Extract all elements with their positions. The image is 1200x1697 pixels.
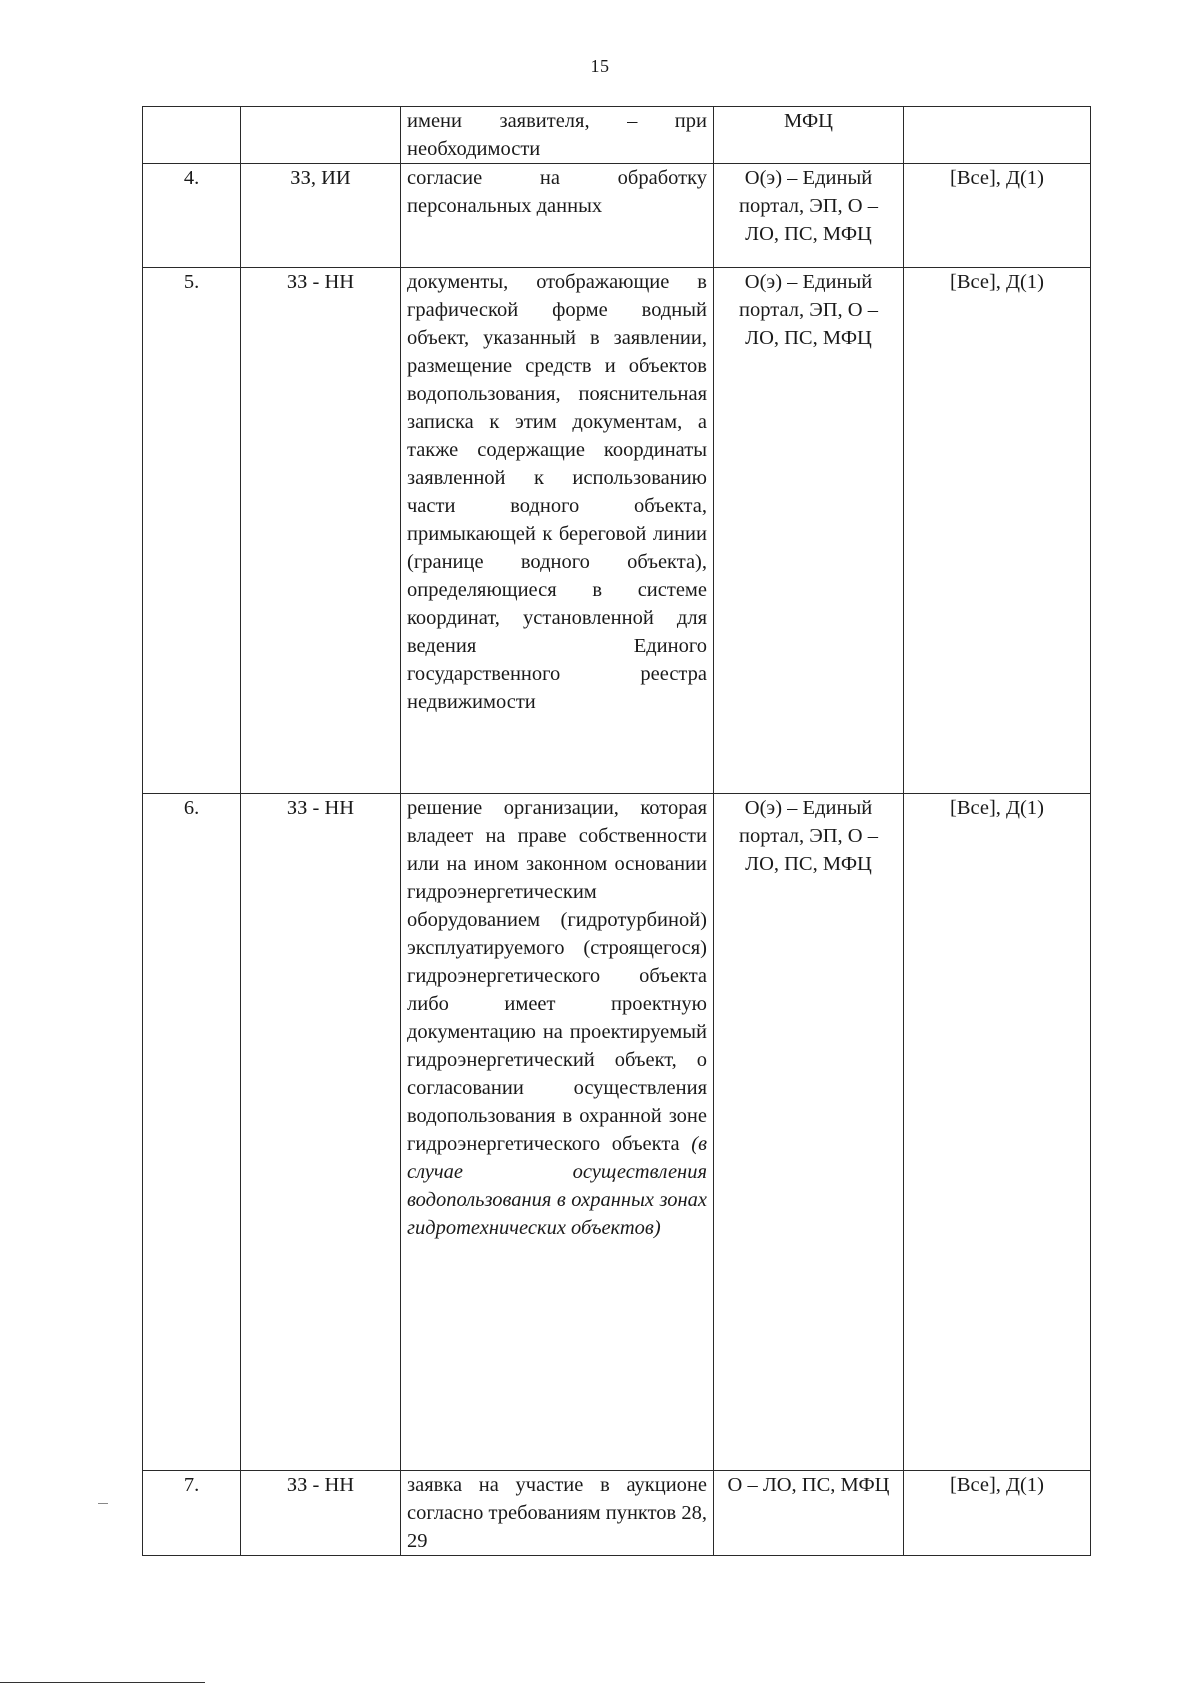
description-text: решение организации, которая владеет на праве собственности или на ином законном основании гидроэнергетическим оборудованием (гидротурбиной) эксплуатируемого (строящегося) гидроэнергетического объекта либо имеет проектную документацию на проектируемый гидроэнергетический объект, о согласовании осуществления водопользования в охранной зоне гидроэнергетического объекта: [407, 797, 707, 1155]
reference-code: [Все], Д(1): [904, 1471, 1091, 1556]
submission-channels: О(э) – Единый портал, ЭП, О – ЛО, ПС, МФЦ: [714, 268, 904, 794]
table-row: [143, 107, 1091, 164]
table-row: [143, 164, 1091, 268]
description-text: заявка на участие в аукционе согласно требованиям пунктов 28, 29: [407, 1474, 707, 1552]
submission-channels: О(э) – Единый портал, ЭП, О – ЛО, ПС, МФЦ: [714, 164, 904, 268]
submission-channels: О – ЛО, ПС, МФЦ: [714, 1471, 904, 1556]
applicant-category: ЗЗ - НН: [241, 794, 401, 1471]
table-row: [143, 1471, 1091, 1556]
requirements-table: [142, 106, 1091, 1556]
applicant-category: ЗЗ - НН: [241, 1471, 401, 1556]
row-number: 5.: [143, 268, 241, 794]
document-description: [401, 164, 714, 268]
footnote-separator-line: [0, 1682, 205, 1683]
reference-code: [Все], Д(1): [904, 268, 1091, 794]
scan-margin-mark: [98, 1503, 108, 1504]
row-number: [143, 107, 241, 164]
document-description: [401, 107, 714, 164]
row-number: 7.: [143, 1471, 241, 1556]
description-text: имени заявителя, – при необходимости: [407, 110, 707, 160]
description-italic-note: (в случае осуществления водопользования в охранных зонах гидротехнических объектов): [407, 1133, 707, 1239]
reference-code: [904, 107, 1091, 164]
table-row: [143, 794, 1091, 1471]
page-number: 15: [590, 56, 610, 76]
description-text: документы, отображающие в графической форме водный объект, указанный в заявлении, размещение средств и объектов водопользования, пояснительная записка к этим документам, а также содержащие координаты заявленной к использованию части водного объекта, примыкающей к береговой линии (границе водного объекта), определяющиеся в системе координат, установленной для ведения Единого государственного реестра недвижимости: [407, 271, 707, 713]
applicant-category: ЗЗ, ИИ: [241, 164, 401, 268]
document-description: [401, 1471, 714, 1556]
row-number: 4.: [143, 164, 241, 268]
document-description: [401, 268, 714, 794]
table-row: [143, 268, 1091, 794]
reference-code: [Все], Д(1): [904, 164, 1091, 268]
document-description: [401, 794, 714, 1471]
submission-channels: О(э) – Единый портал, ЭП, О – ЛО, ПС, МФЦ: [714, 794, 904, 1471]
description-text: согласие на обработку персональных данных: [407, 167, 707, 217]
reference-code: [Все], Д(1): [904, 794, 1091, 1471]
applicant-category: [241, 107, 401, 164]
row-number: 6.: [143, 794, 241, 1471]
applicant-category: ЗЗ - НН: [241, 268, 401, 794]
submission-channels: МФЦ: [714, 107, 904, 164]
